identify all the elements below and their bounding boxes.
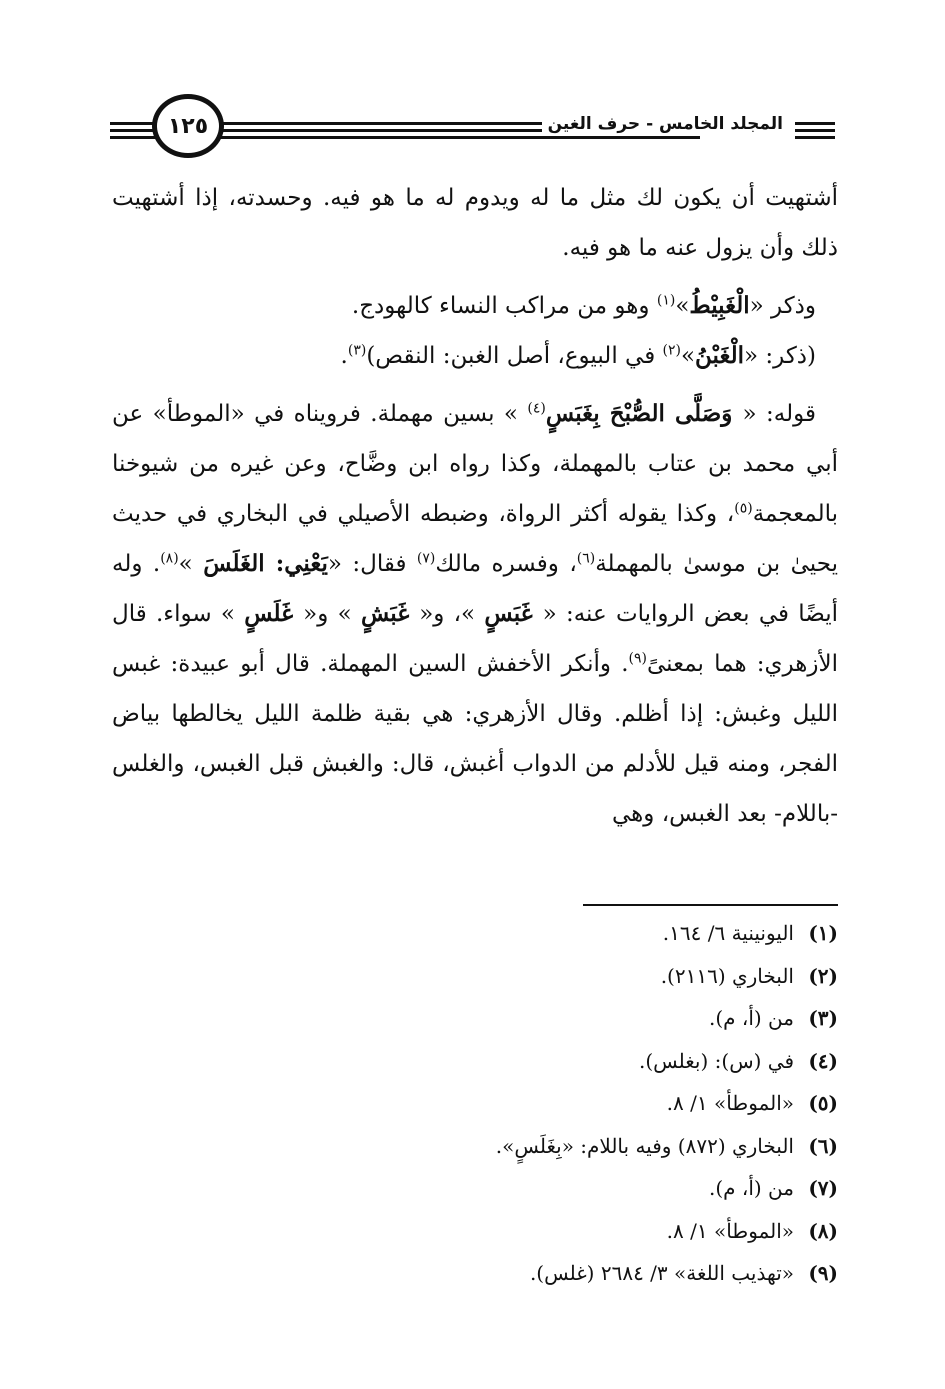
keyword: يَعْنِي: الغَلَسَ [203,550,328,577]
footnote [112,1125,838,1168]
text-run: ، وكذا يقوله أكثر الرواة، وضبطه الأصيلي في البخاري في حديث يحيىٰ بن موسىٰ بالمهملة [112,501,838,577]
main-text [112,173,838,839]
page-header [110,92,835,168]
footnote-ref[interactable]: (٣) [347,342,367,359]
footnote-number: (٨) [808,1218,838,1243]
text-run: ، وفسره مالك [435,551,577,577]
keyword: غَبَسٍ [484,600,543,627]
footnote-text: من (أ، م). [708,1176,794,1200]
text-run: فقال: « [327,551,417,577]
footnote-text: اليونينية ٦/ ١٦٤. [662,921,794,945]
footnote-number: (٦) [808,1133,838,1158]
text-run: » و« [303,601,361,627]
footnote-number: (٩) [808,1261,838,1285]
keyword: الْغَبْنُ [695,342,744,369]
footnote-ref[interactable]: (٤) [527,400,546,417]
footnote-number: (٢) [808,963,838,988]
footnote-ref[interactable]: (٨) [160,550,179,567]
footnote-number: (٥) [808,1091,838,1115]
footnote-ref[interactable]: (٥) [734,500,753,517]
footnote-ref[interactable]: (٧) [416,550,436,567]
header-rule [220,136,700,139]
text-run: » [178,551,204,577]
footnote [112,1210,838,1253]
keyword: غَلَسٍ [244,600,304,627]
footnote-ref[interactable]: (١) [656,292,676,309]
footnote [112,997,838,1040]
paragraph [112,281,838,331]
footnote-text: «تهذيب اللغة» ٣/ ٢٦٨٤ (غلس). [529,1261,794,1285]
running-title: المجلد الخامس - حرف الغين [542,114,789,134]
header-rule [795,129,835,132]
text-run: . [340,343,348,369]
text-run: (ذكر: « [744,343,816,369]
text-run: » [675,293,690,319]
footnote [112,1252,838,1295]
keyword: وَصَلَّى الصُّبْحَ بِغَبَسٍ [545,400,743,427]
header-rule [795,136,835,139]
footnote-text: «الموطأ» ١/ ٨. [666,1218,794,1243]
paragraph: أشتهيت أن يكون لك مثل ما له ويدوم له ما هو فيه. وحسدته، إذا أشتهيت ذلك وأن يزول عنه ما هو فيه. [112,185,838,261]
text-run: . وله أيضًا في بعض الروايات عنه: « [112,551,838,627]
footnote [112,1082,838,1125]
page-number: ١٢٥ [152,94,224,158]
footnote-text: من (أ، م). [708,1006,794,1030]
text-run: » سواء. قال الأزهري: هما بمعنىً [112,601,838,677]
footnotes [112,912,838,1295]
text-run: وهو من مراكب النساء كالهودج. [351,293,657,319]
text-run: » بسين مهملة. فرويناه في «الموطأ» عن أبي محمد بن عتاب بالمهملة، وكذا رواه ابن وضَّاح، وعن غيره من شيوخنا بالمعجمة [112,401,838,527]
footnote-ref[interactable]: (٦) [576,550,596,567]
footnote-number: (٧) [808,1176,838,1200]
text-run: . وأنكر الأخفش السين المهملة. قال أبو عبيدة: غبس الليل وغبش: إذا أظلم. وقال الأزهري: هي بقية ظلمة الليل يخالطها بياض الفجر، ومنه قيل للأدلم من الدواب أغبش، قال: والغبش قبل الغبس، والغلس -باللام- بعد الغبس، وهي [112,651,838,827]
header-rule [795,122,835,125]
footnote-text: «الموطأ» ١/ ٨. [666,1091,794,1115]
text-run: في البيوع، أصل الغبن: النقص) [366,343,663,369]
paragraph [112,389,838,839]
footnote-text: البخاري (٢١١٦). [660,963,794,988]
keyword: الْغَبِيْطُ [689,292,750,319]
footnote-number: (٤) [808,1048,838,1073]
footnote [112,1167,838,1210]
footnote-text: البخاري (٨٧٢) وفيه باللام: «بِغَلَسٍ». [495,1133,794,1158]
text-run: » [680,343,696,369]
footnote-text: في (س): (بغلس). [639,1048,794,1073]
footnote [112,912,838,955]
footnote-ref[interactable]: (٢) [662,342,681,359]
text-run: وذكر « [749,293,816,319]
footnote [112,1040,838,1083]
keyword: غَبَشٍ [360,600,420,627]
text-run: »، و« [419,601,485,627]
text-run: قوله: « [742,401,816,427]
footnote-ref[interactable]: (٩) [628,650,647,667]
paragraph [112,331,838,381]
footnote [112,955,838,998]
footnote-separator [583,904,838,906]
footnote-number: (٣) [808,1006,838,1030]
footnote-number: (١) [808,921,838,945]
